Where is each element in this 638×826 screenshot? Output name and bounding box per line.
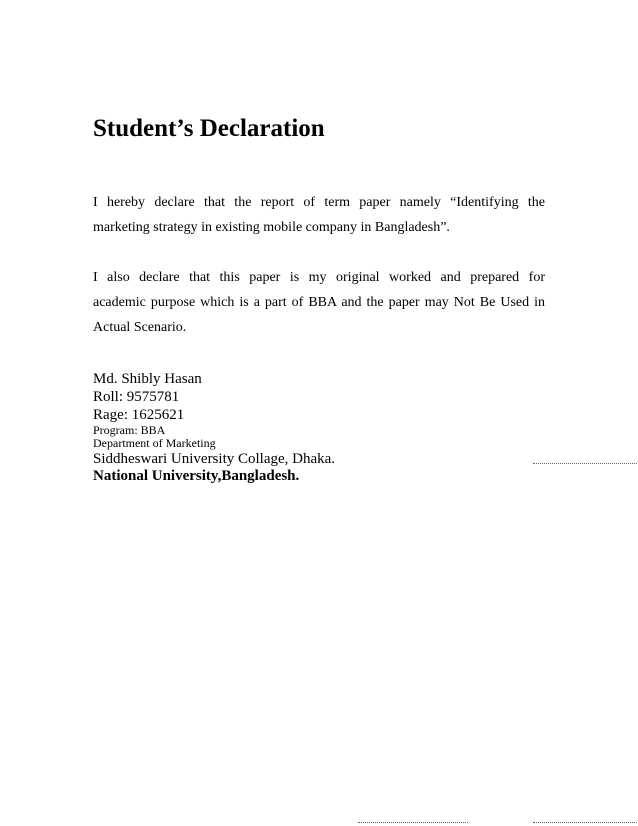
college-name: Siddheswari University Collage, Dhaka. xyxy=(93,451,336,467)
paragraph-1-line-2: marketing strategy in existing mobile company in Bangladesh”. xyxy=(93,220,450,235)
roll-number: Roll: 9575781 xyxy=(93,389,180,405)
declaration-paragraph-1 xyxy=(93,190,545,240)
department: Department of Marketing xyxy=(93,436,216,450)
university-name: National University,Bangladesh. xyxy=(93,468,300,484)
program: Program: BBA xyxy=(93,423,166,437)
signature-block xyxy=(93,370,335,485)
registration-number: Rage: 1625621 xyxy=(93,407,185,423)
paragraph-1-line-1: I hereby declare that the report of term paper namely “Identifying the xyxy=(93,195,545,210)
paragraph-2-line-3: Actual Scenario. xyxy=(93,320,187,335)
dotted-rule-bottom-right xyxy=(533,822,637,823)
paragraph-2-line-2: academic purpose which is a part of BBA and the paper may Not Be Used in xyxy=(93,295,545,310)
dotted-rule-bottom-left xyxy=(358,822,468,823)
declaration-paragraph-2 xyxy=(93,265,545,340)
paragraph-2-line-1: I also declare that this paper is my original worked and prepared for xyxy=(93,270,545,285)
dotted-rule-right xyxy=(533,463,637,464)
student-name: Md. Shibly Hasan xyxy=(93,371,202,387)
page-title: Student’s Declaration xyxy=(93,115,325,142)
